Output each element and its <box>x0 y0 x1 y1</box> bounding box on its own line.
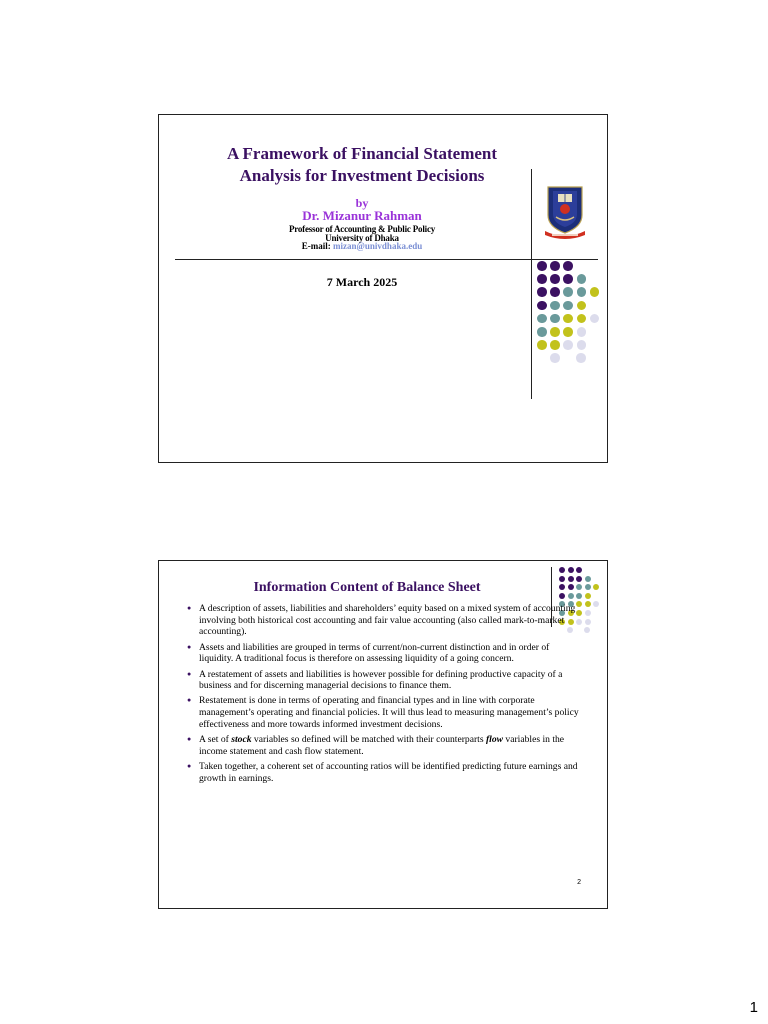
bullet-list <box>187 603 579 788</box>
author-name: Dr. Mizanur Rahman <box>302 208 422 223</box>
slide-2-title: Information Content of Balance Sheet <box>253 580 481 595</box>
decorative-dot <box>568 567 574 573</box>
title-line-1: A Framework of Financial Statement <box>226 144 498 163</box>
bullet-text: variables in the income statement and cash flow statement. <box>199 734 565 757</box>
email-link[interactable]: mizan@univdhaka.edu <box>333 241 423 251</box>
affiliation-line-2: University of Dhaka <box>325 233 399 243</box>
decorative-dot <box>550 301 560 311</box>
decorative-dot <box>585 610 591 616</box>
decorative-dot <box>563 301 573 311</box>
slide-1 <box>158 114 608 463</box>
decorative-dot <box>559 567 565 573</box>
decorative-dot <box>550 340 560 350</box>
decorative-dot <box>585 576 591 582</box>
decorative-dot <box>577 274 587 284</box>
decorative-dot <box>577 327 587 337</box>
flow-emphasis: flow <box>485 734 504 746</box>
decorative-dot <box>550 353 560 363</box>
decorative-dot <box>559 584 565 590</box>
decorative-dot <box>576 593 582 599</box>
decorative-dot <box>593 584 599 590</box>
decorative-dot <box>568 584 574 590</box>
horizontal-divider <box>175 259 598 260</box>
slide-1-title <box>183 143 541 187</box>
title-line-2: Analysis for Investment Decisions <box>239 166 485 185</box>
decorative-dot <box>563 327 573 337</box>
decorative-dot <box>563 314 573 324</box>
vertical-divider <box>531 169 532 399</box>
decorative-dot <box>568 593 574 599</box>
decorative-dot <box>585 619 591 625</box>
decorative-dot <box>590 287 600 297</box>
bullet-item: ● A description of assets, liabilities and shareholders’ equity based on a mixed system of accounting involving both historical cost accounting and fair value accounting (also called mark-to-market accounting). <box>187 603 579 638</box>
slide-number: 2 <box>577 879 581 886</box>
decorative-dot <box>550 314 560 324</box>
presentation-date: 7 March 2025 <box>326 275 398 289</box>
decorative-dot <box>593 601 599 607</box>
email-line <box>183 241 541 251</box>
decorative-dot <box>577 301 587 311</box>
decorative-dot <box>537 261 547 271</box>
decorative-dot <box>559 576 565 582</box>
decorative-dot <box>577 314 587 324</box>
decorative-dot <box>559 593 565 599</box>
decorative-dot <box>585 584 591 590</box>
bullet-item: ● A restatement of assets and liabilities is however possible for defining productive capacity of a business and for discerning managerial decisions to finance them. <box>187 669 579 692</box>
bullet-text: A set of <box>199 734 232 746</box>
decorative-dot <box>537 274 547 284</box>
page-number: 1 <box>749 999 758 1016</box>
affiliation-line-1: Professor of Accounting & Public Policy <box>288 224 436 234</box>
decorative-dot <box>537 327 547 337</box>
by-label: by <box>355 196 369 210</box>
decorative-dot <box>585 593 591 599</box>
decorative-dot <box>563 274 573 284</box>
decorative-dot <box>585 601 591 607</box>
decorative-dot <box>537 340 547 350</box>
decorative-dot <box>550 261 560 271</box>
decorative-dot <box>576 567 582 573</box>
decorative-dot <box>590 314 600 324</box>
decorative-dot <box>537 314 547 324</box>
bullet-item: ● Assets and liabilities are grouped in terms of current/non-current distinction and in order of liquidity. A traditional focus is therefore on assessing liquidity of a going concern. <box>187 642 579 665</box>
bullet-item: ● Taken together, a coherent set of accounting ratios will be identified predicting future earnings and growth in earnings. <box>187 761 579 784</box>
bullet-item: ● Restatement is done in terms of operating and financial types and in line with corporate management’s operating and financial policies. It will thus lead to measuring management’s policy effectiveness and more towards informed investment decisions. <box>187 695 579 730</box>
decorative-dot <box>563 261 573 271</box>
decorative-dot <box>550 327 560 337</box>
decorative-dot <box>577 287 587 297</box>
university-crest-icon <box>544 185 586 241</box>
decorative-dot <box>568 576 574 582</box>
decorative-dot <box>584 627 590 633</box>
decorative-dot <box>577 340 587 350</box>
bullet-text: variables so defined will be matched with their counterparts <box>251 734 486 746</box>
decorative-dot <box>576 576 582 582</box>
decorative-dot <box>537 287 547 297</box>
decorative-dot <box>550 274 560 284</box>
bullet-item <box>187 734 579 757</box>
stock-emphasis: stock <box>231 734 252 746</box>
decorative-dot <box>550 287 560 297</box>
slide-2 <box>158 560 608 909</box>
decorative-dot <box>563 340 573 350</box>
decorative-dot <box>576 353 586 363</box>
decorative-dot <box>537 301 547 311</box>
email-label: E-mail: <box>301 241 331 251</box>
decorative-dot <box>563 287 573 297</box>
decorative-dot <box>576 584 582 590</box>
